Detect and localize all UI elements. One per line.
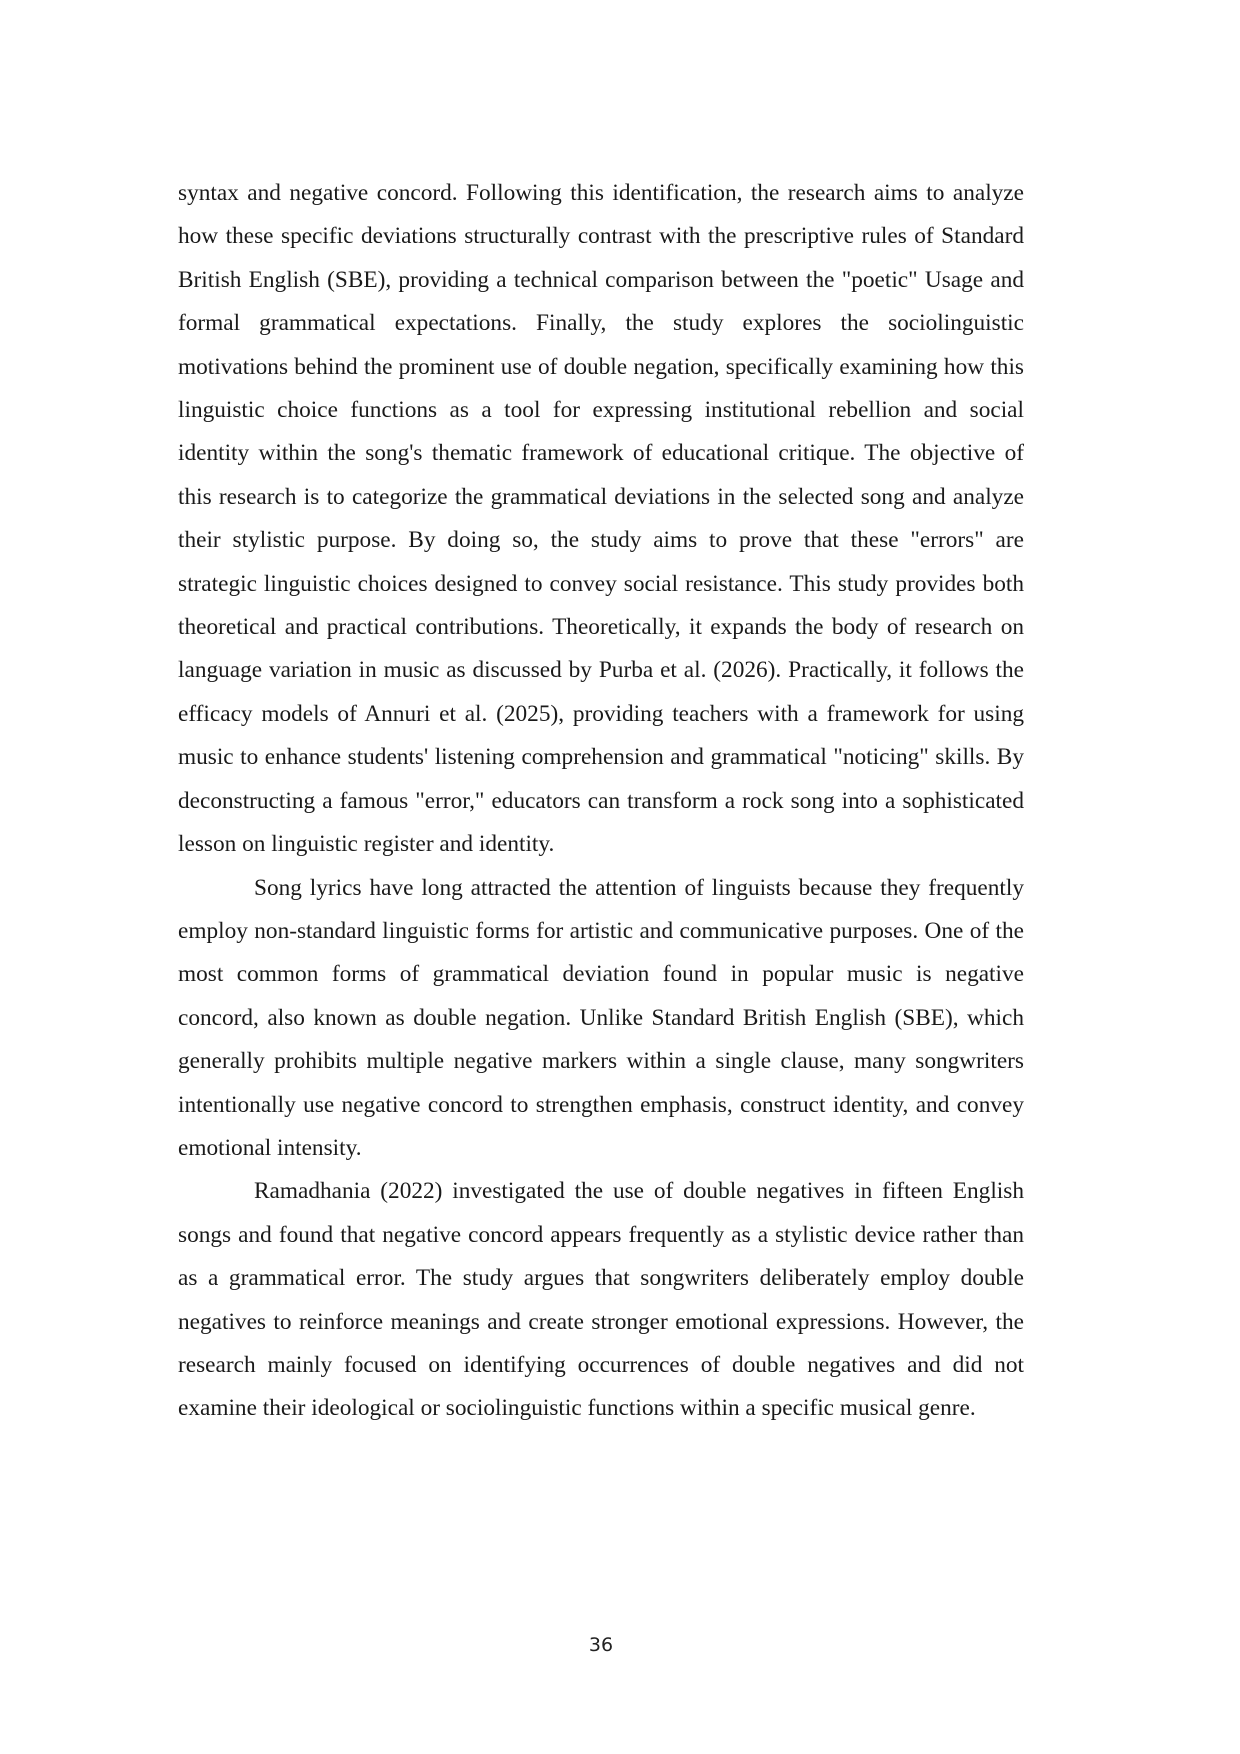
paragraph-continuation: syntax and negative concord. Following this identification, the research aims to analyze how these specific deviations structurally contrast with the prescriptive rules of Standard British English (SBE), providing a technical comparison between the "poetic" Usage and formal grammatical expectations. Finally, the study explores the sociolinguistic motivations behind the prominent use of double negation, specifically examining how this linguistic choice functions as a tool for expressing institutional rebellion and social identity within the song's thematic framework of educational critique. The objective of this research is to categorize the grammatical deviations in the selected song and analyze their stylistic purpose. By doing so, the study aims to prove that these "errors" are strategic linguistic choices designed to convey social resistance. This study provides both theoretical and practical contributions. Theoretically, it expands the body of research on language variation in music as discussed by Purba et al. (2026). Practically, it follows the efficacy models of Annuri et al. (2025), providing teachers with a framework for using music to enhance students' listening comprehension and grammatical "noticing" skills. By deconstructing a famous "error," educators can transform a rock song into a sophisticated lesson on linguistic register and identity. xyxy=(178,180,1024,858)
paragraph-ramadhania: Ramadhania (2022) investigated the use of double negatives in fifteen English songs and found that negative concord appears frequently as a stylistic device rather than as a grammatical error. The study argues that songwriters deliberately employ double negatives to reinforce meanings and create stronger emotional expressions. However, the research mainly focused on identifying occurrences of double negatives and did not examine their ideological or sociolinguistic functions within a specific musical genre. xyxy=(178,1178,1024,1422)
body-text xyxy=(178,172,1024,1431)
paragraph-song-lyrics: Song lyrics have long attracted the attention of linguists because they frequently employ non-standard linguistic forms for artistic and communicative purposes. One of the most common forms of grammatical deviation found in popular music is negative concord, also known as double negation. Unlike Standard British English (SBE), which generally prohibits multiple negative markers within a single clause, many songwriters intentionally use negative concord to strengthen emphasis, construct identity, and convey emotional intensity. xyxy=(178,874,1024,1161)
page-number: 36 xyxy=(588,1634,614,1656)
